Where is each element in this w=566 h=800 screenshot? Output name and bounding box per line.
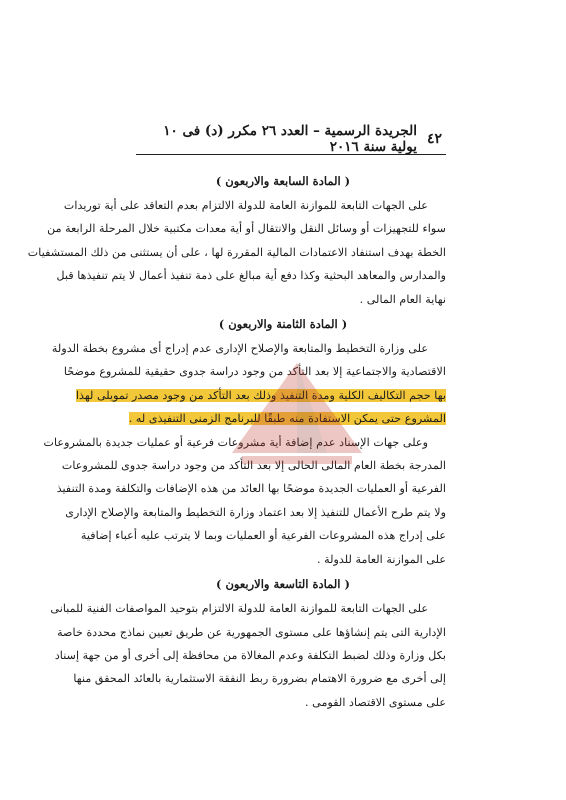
- highlighted-text-line: [120, 407, 446, 430]
- page-number: ٤٢: [426, 131, 442, 147]
- header-divider: [136, 154, 446, 155]
- highlighted-text-line: [75, 384, 446, 407]
- article-48-heading: ( المادة الثامنة والاربعون ): [218, 317, 348, 332]
- text-line: الاقتصادية والاجتماعية إلا بعد التأكد من وجود دراسة جدوى حقيقية للمشروع موضحًا: [63, 365, 446, 379]
- article-48-paragraph-2: [43, 431, 446, 571]
- text-line: بكل وزارة وذلك لضبط التكلفة وعدم المغالاة من محافظة إلى أخرى أو من جهة إسناد: [54, 648, 446, 662]
- text-line: على الموازنة العامة للدولة .: [317, 552, 446, 566]
- article-49-paragraph: [50, 597, 446, 714]
- text-line: على الجهات التابعة للموازنة العامة للدولة الالتزام بتوحيد المواصفات الفنية للمبانى: [50, 602, 428, 616]
- page-header: [140, 123, 442, 155]
- text-line: على إدراج هذه المشروعات الفرعية أو العمليات وبما لا يترتب عليه أعباء إضافية: [80, 529, 446, 543]
- article-49-heading: ( المادة التاسعة والاربعون ): [216, 577, 350, 592]
- text-line: الفرعية أو العمليات الجديدة موضحًا بها العائد من هذه الإضافات والتكلفة ومدة التنفيذ: [56, 482, 446, 496]
- gazette-title: الجريدة الرسمية – العدد ٢٦ مكرر (د) فى ١٠ يولية سنة ٢٠١٦: [163, 123, 417, 155]
- text-line: على الجهات التابعة للموازنة العامة للدولة الالتزام بعدم التعاقد على أية توريدات: [63, 199, 428, 212]
- text-line: سواء للتجهيزات أو وسائل النقل والانتقال أو أية معدات مكتبية خلال المرحلة الرابعة من: [47, 222, 446, 236]
- text-line: الإدارية التى يتم إنشاؤها على مستوى الجمهورية عن طريق تعيين نماذج محددة خاصة: [57, 625, 446, 639]
- text-line: على وزارة التخطيط والمتابعة والإصلاح الإدارى عدم إدراج أى مشروع بخطة الدولة: [51, 342, 428, 356]
- text-line: على مستوى الاقتصاد القومى .: [305, 695, 446, 709]
- highlight-mark: بها حجم التكاليف الكلية ومدة التنفيذ وذلك بعد التأكد من وجود مصدر تمويلى لهذا: [75, 388, 446, 402]
- text-line: والمدارس والمعاهد البحثية وكذا دفع أية مبالغ على ذمة تنفيذ أعمال لا يتم تنفيذها قبل: [56, 269, 446, 283]
- text-line: إلى أخرى مع ضرورة الاهتمام بضرورة ربط النفقة الاستثمارية بالعائد المحقق منها: [73, 672, 446, 686]
- article-47-heading: ( المادة السابعة والاربعون ): [215, 174, 351, 188]
- text-line: ولا يتم طرح الأعمال للتنفيذ إلا بعد اعتماد وزارة التخطيط والمتابعة والإصلاح الإدارى: [65, 505, 446, 519]
- text-line: نهاية العام المالى .: [359, 292, 446, 306]
- article-48-paragraph-1: [51, 337, 446, 431]
- text-line: الخطة بهدف استنفاد الاعتمادات المالية المقررة لها ، على أن يستثنى من ذلك المستشفيات: [27, 245, 446, 259]
- highlight-mark: المشروع حتى يمكن الاستفادة منه طبقًا للبرنامج الزمنى التنفيذى له .: [128, 412, 446, 426]
- text-line: المدرجة بخطة العام المالى الحالى إلا بعد التأكد من وجود دراسة جدوى للمشروعات: [61, 459, 446, 473]
- document-body: [27, 168, 446, 714]
- text-line: وعلى جهات الإسناد عدم إضافة أية مشروعات فرعية أو عمليات جديدة بالمشروعات: [43, 435, 428, 449]
- article-47-paragraph: [27, 194, 446, 311]
